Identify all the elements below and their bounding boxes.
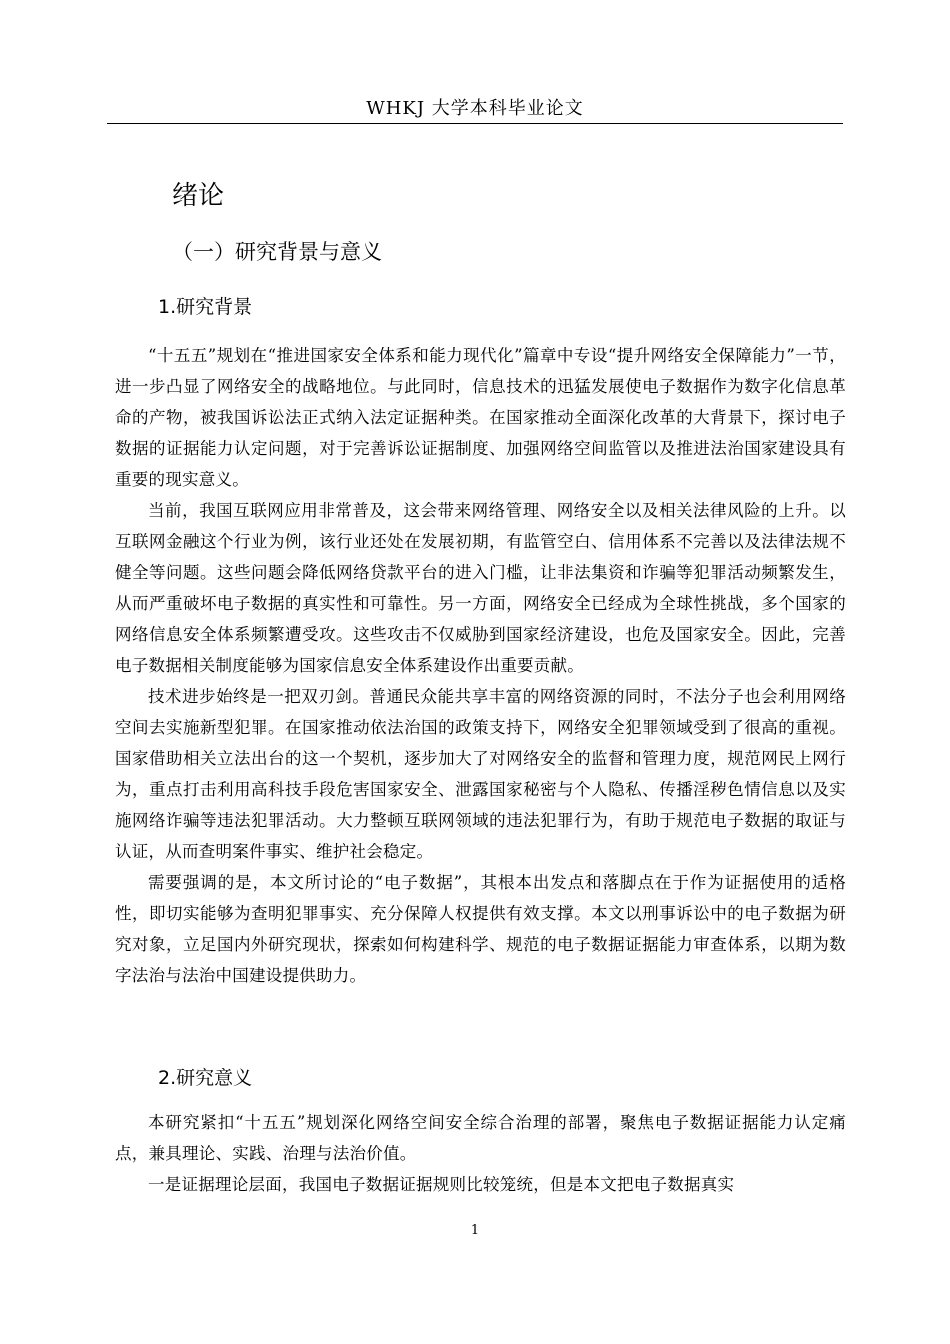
paragraph: 技术进步始终是一把双刃剑。普通民众能共享丰富的网络资源的同时，不法分子也会利用网络空间去实施新型犯罪。在国家推动依法治国的政策支持下，网络安全犯罪领域受到了很高的重视。国家借助相关立法出台的这一个契机，逐步加大了对网络安全的监督和管理力度，规范网民上网行为，重点打击利用高科技手段危害国家安全、泄露国家秘密与个人隐私、传播淫秽色情信息以及实施网络诈骗等违法犯罪活动。大力整顿互联网领域的违法犯罪行为，有助于规范电子数据的取证与认证，从而查明案件事实、维护社会稳定。 (115, 687, 846, 861)
subsection-title-background: 1.研究背景 (158, 296, 253, 318)
paragraph: “十五五”规划在“推进国家安全体系和能力现代化”篇章中专设“提升网络安全保障能力”一节，进一步凸显了网络安全的战略地位。与此同时，信息技术的迅猛发展使电子数据作为数字化信息革命的产物，被我国诉讼法正式纳入法定证据种类。在国家推动全面深化改革的大背景下，探讨电子数据的证据能力认定问题，对于完善诉讼证据制度、加强网络空间监管以及推进法治国家建设具有重要的现实意义。 (115, 346, 846, 489)
background-body (115, 340, 846, 991)
paragraph: 本研究紧扣“十五五”规划深化网络空间安全综合治理的部署，聚焦电子数据证据能力认定痛点，兼具理论、实践、治理与法治价值。 (115, 1113, 846, 1163)
page-number: 1 (470, 1223, 480, 1238)
paragraph: 一是证据理论层面，我国电子数据证据规则比较笼统，但是本文把电子数据真实 (148, 1175, 735, 1194)
section-title: （一）研究背景与意义 (172, 240, 382, 264)
chapter-title: 绪论 (172, 181, 225, 211)
paragraph: 当前，我国互联网应用非常普及，这会带来网络管理、网络安全以及相关法律风险的上升。以互联网金融这个行业为例，该行业还处在发展初期，有监管空白、信用体系不完善以及法律法规不健全等问题。这些问题会降低网络贷款平台的进入门槛，让非法集资和诈骗等犯罪活动频繁发生，从而严重破坏电子数据的真实性和可靠性。另一方面，网络安全已经成为全球性挑战，多个国家的网络信息安全体系频繁遭受攻。这些攻击不仅威胁到国家经济建设，也危及国家安全。因此，完善电子数据相关制度能够为国家信息安全体系建设作出重要贡献。 (115, 501, 846, 675)
header-divider (107, 123, 843, 124)
running-header: WHKJ 大学本科毕业论文 (366, 98, 584, 119)
significance-body (115, 1107, 846, 1200)
paragraph: 需要强调的是，本文所讨论的“电子数据”，其根本出发点和落脚点在于作为证据使用的适格性，即切实能够为查明犯罪事实、充分保障人权提供有效支撑。本文以刑事诉讼中的电子数据为研究对象，立足国内外研究现状，探索如何构建科学、规范的电子数据证据能力审查体系，以期为数字法治与法治中国建设提供助力。 (115, 873, 846, 985)
subsection-title-significance: 2.研究意义 (158, 1067, 253, 1089)
